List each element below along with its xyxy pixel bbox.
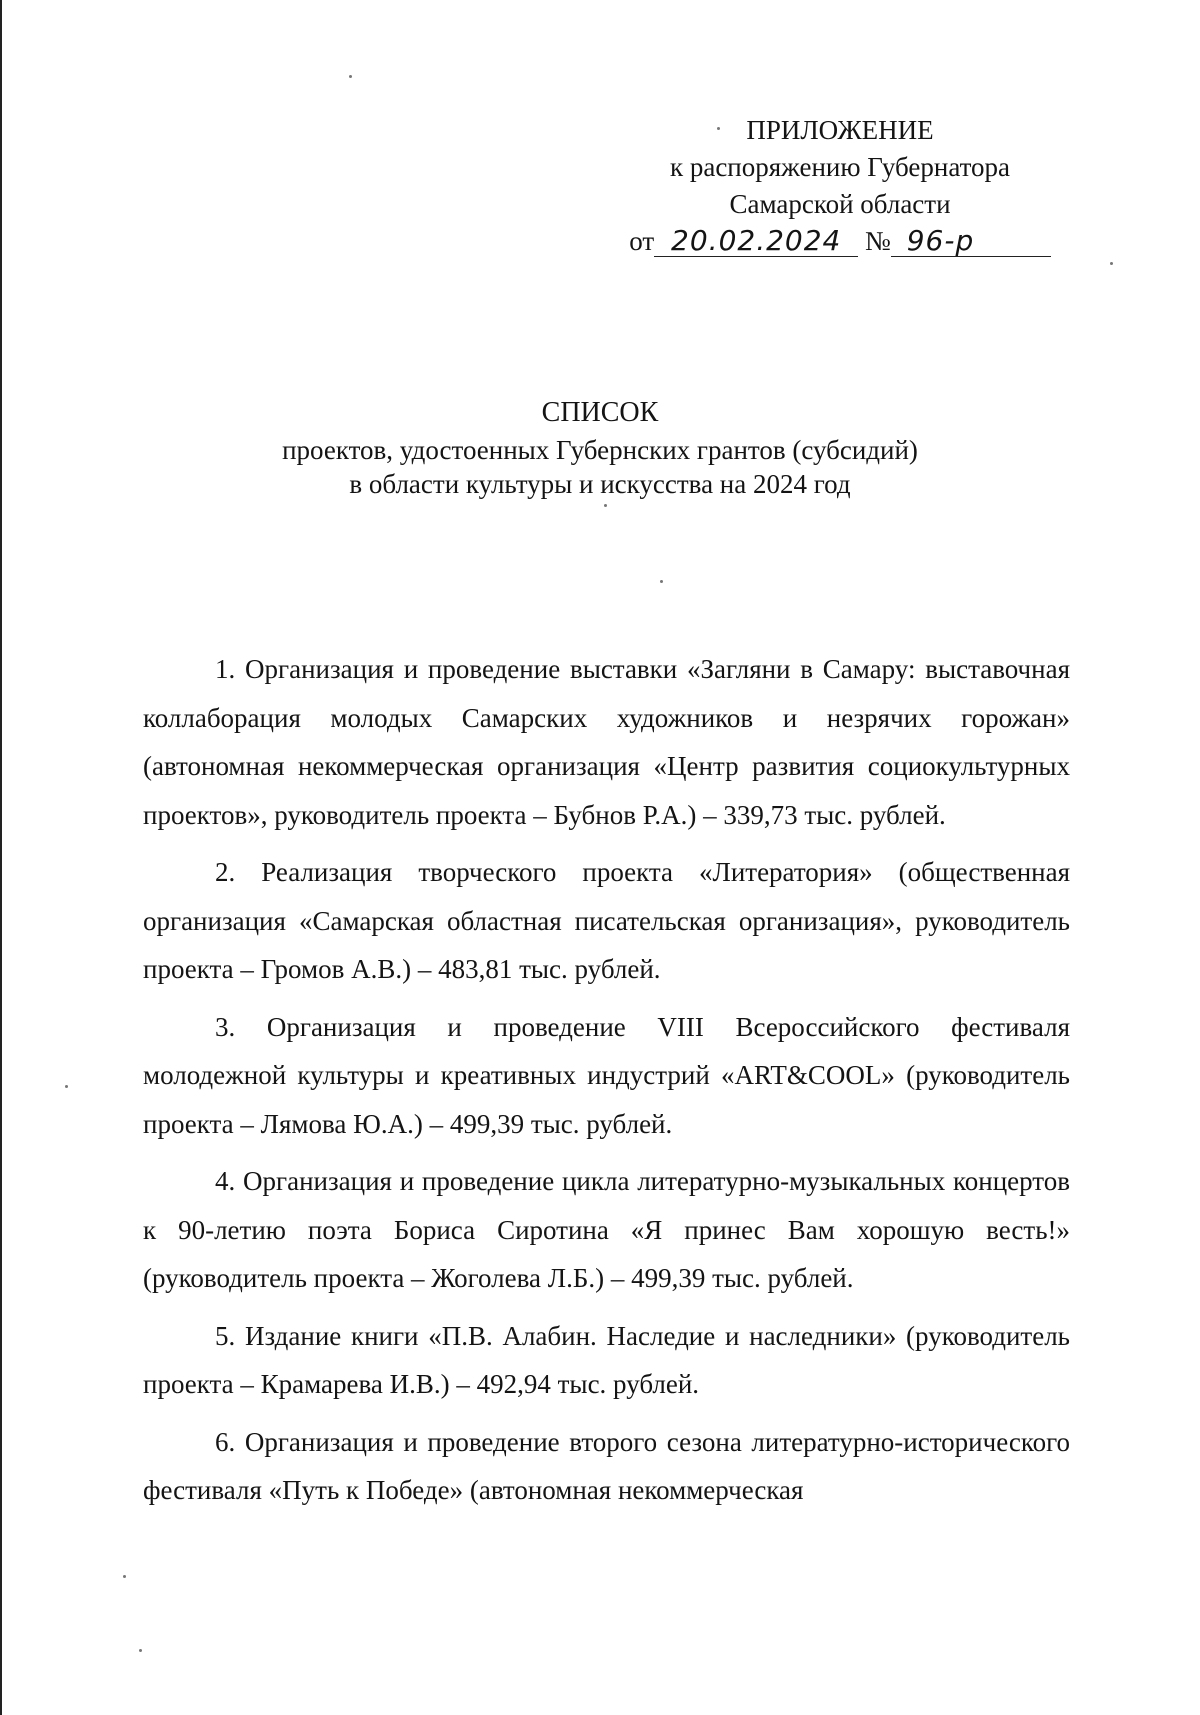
list-item: 1. Организация и проведение выставки «Загляни в Самару: выставочная коллаборация молодых Самарских художников и незрячих горожан» (автономная некоммерческая организация «Центр развития социокультурных проектов», руководитель проекта – Бубнов Р.А.) – 339,73 тыс. рублей. (143, 654, 1070, 830)
appendix-region-line: Самарской области (729, 189, 951, 219)
title-main: СПИСОК (541, 397, 659, 428)
title-subtitle-2: в области культуры и искусства на 2024 год (349, 469, 851, 499)
date-number-line (600, 223, 1080, 260)
list-item: 5. Издание книги «П.В. Алабин. Наследие и наследники» (руководитель проекта – Крамарева И.В.) – 492,94 тыс. рублей. (143, 1320, 1070, 1399)
appendix-decree-line: к распоряжению Губернатора (669, 152, 1011, 182)
scan-speck (123, 1575, 126, 1578)
scan-speck (139, 1649, 142, 1652)
list-item: 3. Организация и проведение VIII Всероссийского фестиваля молодежной культуры и креативных индустрий «ART&COOL» (руководитель проекта – Лямова Ю.А.) – 499,39 тыс. рублей. (143, 1011, 1070, 1139)
number-prefix: № (864, 226, 891, 256)
list-item: 4. Организация и проведение цикла литературно-музыкальных концертов к 90-летию поэта Бориса Сиротина «Я принес Вам хорошую весть!» (руководитель проекта – Жоголева Л.Б.) – 499,39 тыс. рублей. (143, 1166, 1070, 1293)
date-field (654, 226, 858, 257)
scan-edge (0, 0, 2, 1715)
appendix-label: ПРИЛОЖЕНИЕ (746, 115, 934, 145)
date-prefix: от (629, 226, 655, 256)
list-item: 6. Организация и проведение второго сезона литературно-исторического фестиваля «Путь к Победе» (автономная некоммерческая (143, 1426, 1070, 1505)
document-title (200, 393, 1000, 501)
scan-speck (349, 75, 352, 78)
scan-speck (660, 580, 663, 583)
scan-speck (65, 1085, 68, 1088)
project-list (143, 645, 1070, 1524)
scan-speck (1110, 262, 1113, 265)
handwritten-date: 20.02.2024 (671, 224, 842, 257)
appendix-header (600, 112, 1080, 260)
number-field (891, 226, 1051, 257)
list-item: 2. Реализация творческого проекта «Литератория» (общественная организация «Самарская областная писательская организация», руководитель проекта – Громов А.В.) – 483,81 тыс. рублей. (143, 857, 1070, 984)
title-subtitle-1: проектов, удостоенных Губернских грантов (субсидий) (282, 435, 918, 465)
scan-speck (717, 127, 720, 130)
handwritten-number: 96-р (906, 224, 975, 257)
scan-speck (604, 504, 607, 507)
